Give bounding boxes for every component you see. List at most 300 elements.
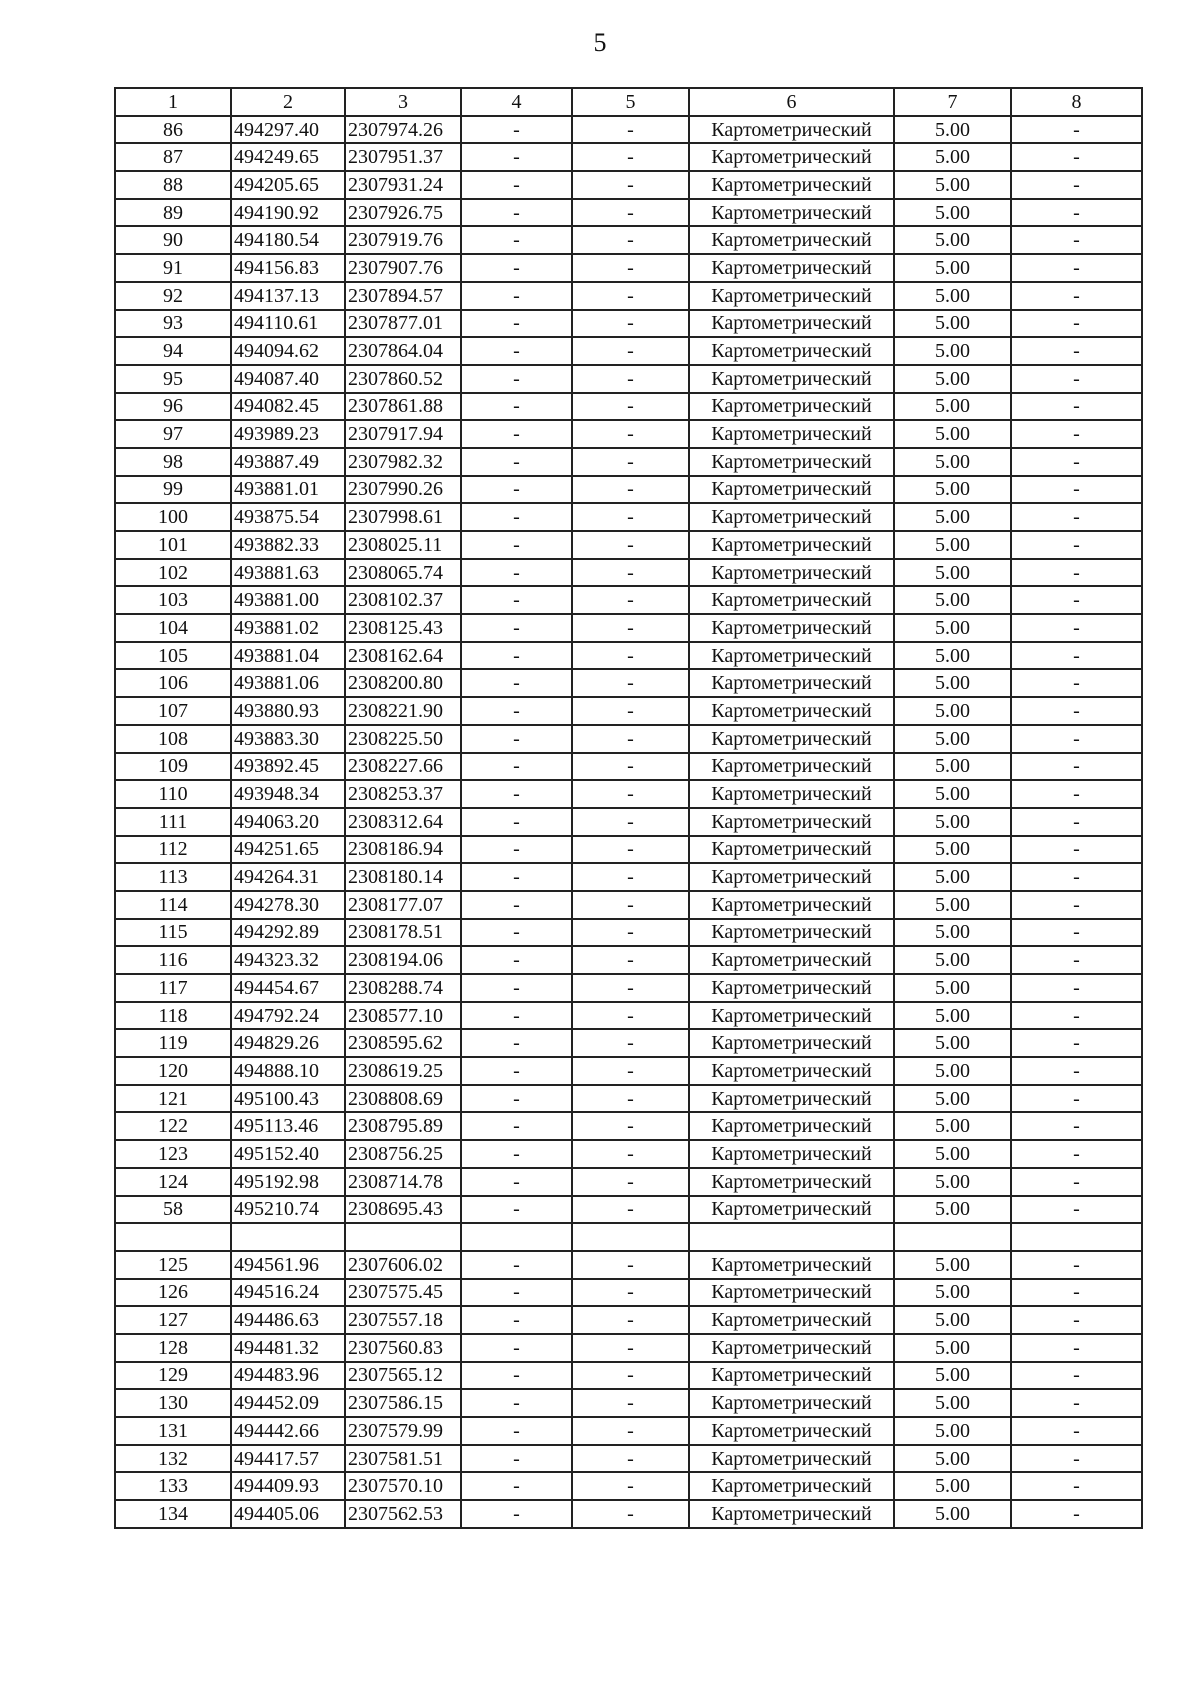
x-coordinate-cell: 494481.32 [231, 1334, 345, 1362]
column-5-cell: - [572, 891, 689, 919]
table-row [115, 697, 1142, 725]
column-8-cell: - [1011, 420, 1142, 448]
column-5-cell [572, 1223, 689, 1251]
table-row [115, 642, 1142, 670]
column-4-cell: - [461, 808, 572, 836]
column-5-cell: - [572, 116, 689, 144]
x-coordinate-cell: 494264.31 [231, 863, 345, 891]
accuracy-cell: 5.00 [894, 614, 1011, 642]
accuracy-cell: 5.00 [894, 1168, 1011, 1196]
y-coordinate-cell: 2308619.25 [345, 1057, 461, 1085]
table-row [115, 1140, 1142, 1168]
column-5-cell: - [572, 1362, 689, 1390]
y-coordinate-cell: 2308595.62 [345, 1029, 461, 1057]
x-coordinate-cell: 493882.33 [231, 531, 345, 559]
column-5-cell: - [572, 282, 689, 310]
x-coordinate-cell: 493989.23 [231, 420, 345, 448]
point-number-cell: 110 [115, 780, 231, 808]
column-5-cell: - [572, 1140, 689, 1168]
y-coordinate-cell: 2308125.43 [345, 614, 461, 642]
column-8-cell: - [1011, 503, 1142, 531]
accuracy-cell: 5.00 [894, 1279, 1011, 1307]
point-number-cell: 133 [115, 1472, 231, 1500]
method-cell: Картометрический [689, 1168, 894, 1196]
table-row [115, 1057, 1142, 1085]
column-5-cell: - [572, 1445, 689, 1473]
y-coordinate-cell: 2307919.76 [345, 226, 461, 254]
method-cell: Картометрический [689, 669, 894, 697]
y-coordinate-cell: 2308288.74 [345, 974, 461, 1002]
column-4-cell: - [461, 559, 572, 587]
method-cell: Картометрический [689, 1002, 894, 1030]
column-5-cell: - [572, 919, 689, 947]
column-8-cell: - [1011, 725, 1142, 753]
column-8-cell: - [1011, 697, 1142, 725]
table-row [115, 946, 1142, 974]
column-5-cell: - [572, 337, 689, 365]
column-8-cell: - [1011, 1251, 1142, 1279]
y-coordinate-cell: 2308577.10 [345, 1002, 461, 1030]
column-5-cell: - [572, 1112, 689, 1140]
y-coordinate-cell: 2307860.52 [345, 365, 461, 393]
point-number-cell: 120 [115, 1057, 231, 1085]
accuracy-cell: 5.00 [894, 1362, 1011, 1390]
table-row [115, 1002, 1142, 1030]
column-8-cell: - [1011, 199, 1142, 227]
column-4-cell: - [461, 614, 572, 642]
method-cell: Картометрический [689, 919, 894, 947]
column-5-cell: - [572, 171, 689, 199]
table-row [115, 393, 1142, 421]
x-coordinate-cell: 493875.54 [231, 503, 345, 531]
y-coordinate-cell: 2308221.90 [345, 697, 461, 725]
column-5-cell: - [572, 669, 689, 697]
method-cell: Картометрический [689, 753, 894, 781]
accuracy-cell: 5.00 [894, 974, 1011, 1002]
column-5-cell: - [572, 586, 689, 614]
column-5-cell: - [572, 614, 689, 642]
table-row [115, 282, 1142, 310]
table-row [115, 808, 1142, 836]
method-cell: Картометрический [689, 863, 894, 891]
accuracy-cell: 5.00 [894, 1445, 1011, 1473]
column-8-cell: - [1011, 614, 1142, 642]
table-row [115, 1472, 1142, 1500]
column-5-cell: - [572, 476, 689, 504]
accuracy-cell: 5.00 [894, 143, 1011, 171]
column-5-cell: - [572, 836, 689, 864]
point-number-cell: 96 [115, 393, 231, 421]
column-8-cell: - [1011, 337, 1142, 365]
column-5-cell: - [572, 1279, 689, 1307]
point-number-cell: 90 [115, 226, 231, 254]
y-coordinate-cell: 2308102.37 [345, 586, 461, 614]
accuracy-cell: 5.00 [894, 1057, 1011, 1085]
point-number-cell: 100 [115, 503, 231, 531]
table-header-row [115, 88, 1142, 116]
point-number-cell: 95 [115, 365, 231, 393]
column-4-cell: - [461, 337, 572, 365]
column-5-cell: - [572, 1251, 689, 1279]
y-coordinate-cell: 2307894.57 [345, 282, 461, 310]
column-4-cell: - [461, 365, 572, 393]
table-row [115, 974, 1142, 1002]
table-row [115, 559, 1142, 587]
y-coordinate-cell: 2307974.26 [345, 116, 461, 144]
y-coordinate-cell: 2307562.53 [345, 1500, 461, 1528]
accuracy-cell: 5.00 [894, 282, 1011, 310]
table-row [115, 669, 1142, 697]
table-row [115, 254, 1142, 282]
accuracy-cell: 5.00 [894, 337, 1011, 365]
x-coordinate-cell: 493881.02 [231, 614, 345, 642]
method-cell: Картометрический [689, 1500, 894, 1528]
x-coordinate-cell: 494792.24 [231, 1002, 345, 1030]
column-4-cell: - [461, 1389, 572, 1417]
method-cell: Картометрический [689, 697, 894, 725]
method-cell: Картометрический [689, 171, 894, 199]
x-coordinate-cell: 494516.24 [231, 1279, 345, 1307]
point-number-cell: 127 [115, 1306, 231, 1334]
accuracy-cell: 5.00 [894, 808, 1011, 836]
method-cell: Картометрический [689, 1279, 894, 1307]
accuracy-cell: 5.00 [894, 669, 1011, 697]
column-8-cell: - [1011, 448, 1142, 476]
column-4-cell: - [461, 669, 572, 697]
column-4-cell: - [461, 946, 572, 974]
y-coordinate-cell: 2308180.14 [345, 863, 461, 891]
page-number: 5 [593, 28, 607, 57]
point-number-cell: 126 [115, 1279, 231, 1307]
column-8-cell: - [1011, 282, 1142, 310]
y-coordinate-cell: 2307990.26 [345, 476, 461, 504]
method-cell: Картометрический [689, 586, 894, 614]
accuracy-cell: 5.00 [894, 725, 1011, 753]
column-4-cell: - [461, 226, 572, 254]
table-row [115, 337, 1142, 365]
column-8-cell: - [1011, 365, 1142, 393]
x-coordinate-cell: 494454.67 [231, 974, 345, 1002]
point-number-cell [115, 1223, 231, 1251]
table-row [115, 1306, 1142, 1334]
method-cell: Картометрический [689, 116, 894, 144]
accuracy-cell: 5.00 [894, 199, 1011, 227]
method-cell: Картометрический [689, 282, 894, 310]
x-coordinate-cell: 494888.10 [231, 1057, 345, 1085]
point-number-cell: 106 [115, 669, 231, 697]
table-row [115, 116, 1142, 144]
column-4-cell: - [461, 725, 572, 753]
x-coordinate-cell: 493881.00 [231, 586, 345, 614]
column-8-cell: - [1011, 1196, 1142, 1224]
method-cell: Картометрический [689, 891, 894, 919]
point-number-cell: 94 [115, 337, 231, 365]
column-5-cell: - [572, 143, 689, 171]
y-coordinate-cell: 2307565.12 [345, 1362, 461, 1390]
x-coordinate-cell: 495192.98 [231, 1168, 345, 1196]
point-number-cell: 125 [115, 1251, 231, 1279]
column-5-cell: - [572, 1029, 689, 1057]
column-5-cell: - [572, 1168, 689, 1196]
point-number-cell: 92 [115, 282, 231, 310]
x-coordinate-cell: 494323.32 [231, 946, 345, 974]
accuracy-cell: 5.00 [894, 365, 1011, 393]
column-8-cell: - [1011, 116, 1142, 144]
column-4-cell: - [461, 1251, 572, 1279]
column-8-cell: - [1011, 1057, 1142, 1085]
accuracy-cell: 5.00 [894, 1389, 1011, 1417]
accuracy-cell: 5.00 [894, 891, 1011, 919]
point-number-cell: 101 [115, 531, 231, 559]
table-row [115, 310, 1142, 338]
method-cell: Картометрический [689, 946, 894, 974]
y-coordinate-cell: 2307877.01 [345, 310, 461, 338]
accuracy-cell: 5.00 [894, 1140, 1011, 1168]
column-8-cell: - [1011, 254, 1142, 282]
column-8-cell: - [1011, 669, 1142, 697]
accuracy-cell: 5.00 [894, 780, 1011, 808]
method-cell: Картометрический [689, 1057, 894, 1085]
method-cell: Картометрический [689, 503, 894, 531]
y-coordinate-cell: 2307951.37 [345, 143, 461, 171]
x-coordinate-cell: 495113.46 [231, 1112, 345, 1140]
accuracy-cell: 5.00 [894, 254, 1011, 282]
method-cell: Картометрический [689, 725, 894, 753]
accuracy-cell: 5.00 [894, 1251, 1011, 1279]
y-coordinate-cell: 2308756.25 [345, 1140, 461, 1168]
method-cell: Картометрический [689, 1334, 894, 1362]
table-row [115, 476, 1142, 504]
x-coordinate-cell: 494278.30 [231, 891, 345, 919]
x-coordinate-cell: 493887.49 [231, 448, 345, 476]
x-coordinate-cell: 494205.65 [231, 171, 345, 199]
column-4-cell: - [461, 116, 572, 144]
column-5-cell: - [572, 226, 689, 254]
column-4-cell: - [461, 393, 572, 421]
column-8-cell: - [1011, 531, 1142, 559]
table-row [115, 171, 1142, 199]
y-coordinate-cell: 2307917.94 [345, 420, 461, 448]
accuracy-cell: 5.00 [894, 753, 1011, 781]
column-8-cell: - [1011, 171, 1142, 199]
accuracy-cell [894, 1223, 1011, 1251]
column-5-cell: - [572, 753, 689, 781]
x-coordinate-cell: 494442.66 [231, 1417, 345, 1445]
accuracy-cell: 5.00 [894, 1472, 1011, 1500]
point-number-cell: 112 [115, 836, 231, 864]
accuracy-cell: 5.00 [894, 116, 1011, 144]
column-4-cell: - [461, 1196, 572, 1224]
method-cell: Картометрический [689, 393, 894, 421]
point-number-cell: 111 [115, 808, 231, 836]
x-coordinate-cell: 494292.89 [231, 919, 345, 947]
column-4-cell: - [461, 448, 572, 476]
method-cell: Картометрический [689, 1472, 894, 1500]
x-coordinate-cell: 494829.26 [231, 1029, 345, 1057]
x-coordinate-cell: 495210.74 [231, 1196, 345, 1224]
point-number-cell: 119 [115, 1029, 231, 1057]
column-8-cell: - [1011, 1168, 1142, 1196]
y-coordinate-cell: 2307926.75 [345, 199, 461, 227]
column-5-cell: - [572, 559, 689, 587]
y-coordinate-cell: 2308186.94 [345, 836, 461, 864]
column-5-cell: - [572, 1500, 689, 1528]
accuracy-cell: 5.00 [894, 420, 1011, 448]
accuracy-cell: 5.00 [894, 836, 1011, 864]
y-coordinate-cell: 2308194.06 [345, 946, 461, 974]
column-5-cell: - [572, 448, 689, 476]
x-coordinate-cell: 494249.65 [231, 143, 345, 171]
point-number-cell: 89 [115, 199, 231, 227]
column-4-cell: - [461, 1500, 572, 1528]
y-coordinate-cell: 2308714.78 [345, 1168, 461, 1196]
table-row [115, 1500, 1142, 1528]
column-5-cell: - [572, 1057, 689, 1085]
column-8-cell: - [1011, 974, 1142, 1002]
x-coordinate-cell: 494417.57 [231, 1445, 345, 1473]
y-coordinate-cell: 2307931.24 [345, 171, 461, 199]
column-4-cell: - [461, 1057, 572, 1085]
accuracy-cell: 5.00 [894, 946, 1011, 974]
column-8-cell: - [1011, 1334, 1142, 1362]
column-5-cell: - [572, 946, 689, 974]
column-4-cell: - [461, 282, 572, 310]
column-4-cell: - [461, 254, 572, 282]
column-header: 4 [461, 88, 572, 116]
column-8-cell: - [1011, 559, 1142, 587]
column-8-cell: - [1011, 1472, 1142, 1500]
column-8-cell: - [1011, 1417, 1142, 1445]
column-4-cell: - [461, 586, 572, 614]
column-4-cell: - [461, 199, 572, 227]
method-cell: Картометрический [689, 1362, 894, 1390]
accuracy-cell: 5.00 [894, 642, 1011, 670]
column-header: 3 [345, 88, 461, 116]
table-row [115, 1223, 1142, 1251]
method-cell: Картометрический [689, 1029, 894, 1057]
method-cell: Картометрический [689, 199, 894, 227]
method-cell: Картометрический [689, 310, 894, 338]
column-4-cell: - [461, 171, 572, 199]
method-cell: Картометрический [689, 531, 894, 559]
column-4-cell [461, 1223, 572, 1251]
x-coordinate-cell: 494297.40 [231, 116, 345, 144]
y-coordinate-cell: 2307586.15 [345, 1389, 461, 1417]
accuracy-cell: 5.00 [894, 1417, 1011, 1445]
y-coordinate-cell: 2307998.61 [345, 503, 461, 531]
accuracy-cell: 5.00 [894, 1002, 1011, 1030]
column-5-cell: - [572, 1196, 689, 1224]
table-row [115, 420, 1142, 448]
column-4-cell: - [461, 753, 572, 781]
method-cell: Картометрический [689, 780, 894, 808]
y-coordinate-cell: 2308808.69 [345, 1085, 461, 1113]
accuracy-cell: 5.00 [894, 1334, 1011, 1362]
method-cell: Картометрический [689, 1112, 894, 1140]
method-cell: Картометрический [689, 1389, 894, 1417]
column-5-cell: - [572, 974, 689, 1002]
column-4-cell: - [461, 1472, 572, 1500]
x-coordinate-cell: 494561.96 [231, 1251, 345, 1279]
column-8-cell: - [1011, 1279, 1142, 1307]
column-4-cell: - [461, 503, 572, 531]
x-coordinate-cell: 494180.54 [231, 226, 345, 254]
y-coordinate-cell: 2307575.45 [345, 1279, 461, 1307]
table-row [115, 503, 1142, 531]
column-8-cell: - [1011, 226, 1142, 254]
table-row [115, 780, 1142, 808]
method-cell: Картометрический [689, 1196, 894, 1224]
point-number-cell: 108 [115, 725, 231, 753]
column-5-cell: - [572, 642, 689, 670]
column-5-cell: - [572, 254, 689, 282]
x-coordinate-cell: 494156.83 [231, 254, 345, 282]
column-8-cell: - [1011, 780, 1142, 808]
table-row [115, 836, 1142, 864]
point-number-cell: 91 [115, 254, 231, 282]
y-coordinate-cell: 2307570.10 [345, 1472, 461, 1500]
point-number-cell: 105 [115, 642, 231, 670]
accuracy-cell: 5.00 [894, 1306, 1011, 1334]
accuracy-cell: 5.00 [894, 1112, 1011, 1140]
column-4-cell: - [461, 1140, 572, 1168]
table-row [115, 199, 1142, 227]
x-coordinate-cell: 494087.40 [231, 365, 345, 393]
y-coordinate-cell: 2308178.51 [345, 919, 461, 947]
point-number-cell: 132 [115, 1445, 231, 1473]
point-number-cell: 113 [115, 863, 231, 891]
accuracy-cell: 5.00 [894, 448, 1011, 476]
column-4-cell: - [461, 531, 572, 559]
y-coordinate-cell: 2308312.64 [345, 808, 461, 836]
column-header: 1 [115, 88, 231, 116]
table-row [115, 586, 1142, 614]
accuracy-cell: 5.00 [894, 171, 1011, 199]
column-5-cell: - [572, 365, 689, 393]
column-8-cell: - [1011, 476, 1142, 504]
column-5-cell: - [572, 1472, 689, 1500]
column-5-cell: - [572, 1306, 689, 1334]
method-cell: Картометрический [689, 476, 894, 504]
column-8-cell: - [1011, 836, 1142, 864]
point-number-cell: 86 [115, 116, 231, 144]
table-row [115, 614, 1142, 642]
column-8-cell: - [1011, 1500, 1142, 1528]
point-number-cell: 103 [115, 586, 231, 614]
column-4-cell: - [461, 1362, 572, 1390]
point-number-cell: 121 [115, 1085, 231, 1113]
y-coordinate-cell: 2308162.64 [345, 642, 461, 670]
method-cell: Картометрический [689, 614, 894, 642]
accuracy-cell: 5.00 [894, 503, 1011, 531]
accuracy-cell: 5.00 [894, 919, 1011, 947]
y-coordinate-cell: 2307581.51 [345, 1445, 461, 1473]
column-5-cell: - [572, 1085, 689, 1113]
y-coordinate-cell: 2307557.18 [345, 1306, 461, 1334]
method-cell: Картометрический [689, 1306, 894, 1334]
column-4-cell: - [461, 891, 572, 919]
method-cell: Картометрический [689, 836, 894, 864]
column-8-cell: - [1011, 1389, 1142, 1417]
table-row [115, 1389, 1142, 1417]
x-coordinate-cell: 494082.45 [231, 393, 345, 421]
method-cell: Картометрический [689, 559, 894, 587]
x-coordinate-cell [231, 1223, 345, 1251]
table-row [115, 725, 1142, 753]
column-header: 8 [1011, 88, 1142, 116]
x-coordinate-cell: 495100.43 [231, 1085, 345, 1113]
point-number-cell: 115 [115, 919, 231, 947]
